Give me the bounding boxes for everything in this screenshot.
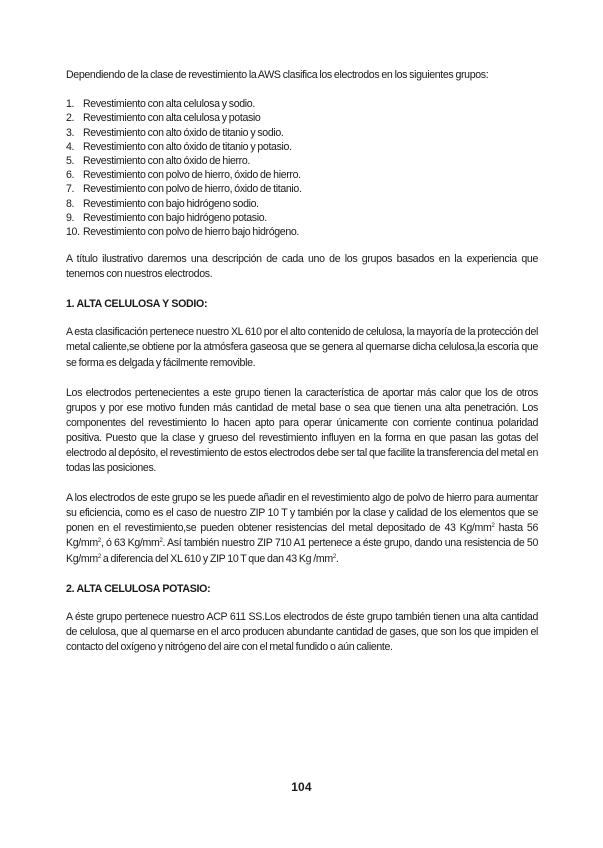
list-item xyxy=(66,126,538,140)
section1-paragraph-3 xyxy=(66,491,538,566)
list-item-number: 5. xyxy=(66,154,75,167)
list-item xyxy=(66,225,538,239)
list-item-text: Revestimiento con polvo de hierro, óxido de titanio. xyxy=(83,183,302,196)
electrode-groups-list xyxy=(66,97,538,239)
superscript: 2 xyxy=(491,523,495,530)
list-item xyxy=(66,211,538,225)
list-item-text: Revestimiento con polvo de hierro bajo hidrógeno. xyxy=(83,225,300,238)
intro-paragraph: Dependiendo de la clase de revestimiento la AWS clasifica los electrodos en los siguientes grupos: xyxy=(66,69,489,81)
text-run: , ó 63 Kg/mm xyxy=(100,537,160,550)
list-item xyxy=(66,168,538,182)
list-item xyxy=(66,182,538,196)
section-heading-alta-celulosa-potasio: 2. ALTA CELULOSA POTASIO: xyxy=(66,582,211,595)
page-content xyxy=(66,68,538,655)
list-item-number: 10. xyxy=(66,225,80,238)
page-number: 104 xyxy=(291,780,312,794)
list-item xyxy=(66,154,538,168)
superscript: 2 xyxy=(332,553,336,560)
text-run: A los electrodos de este grupo se les puede añadir en el revestimiento algo de polvo de hierro para aumentar su eficiencia, como es el caso de nuestro ZIP 10 T y también por la clase y calidad de los elementos que se ponen en el revestimiento,se pueden obtener resistencias del metal depositado de 43 Kg/mm xyxy=(66,492,538,535)
list-item-text: Revestimiento con alto óxido de titanio y potasio. xyxy=(83,140,292,153)
list-item-number: 4. xyxy=(66,140,75,153)
text-run: . Así también nuestro ZIP 710 A1 pertenece a éste grupo, dando una resistencia de 50 Kg/mm xyxy=(66,537,538,565)
list-item-number: 3. xyxy=(66,126,75,139)
list-item-number: 8. xyxy=(66,197,75,210)
list-item-text: Revestimiento con polvo de hierro, óxido de hierro. xyxy=(83,169,301,182)
list-item-text: Revestimiento con bajo hidrógeno sodio. xyxy=(83,197,259,210)
list-item-text: Revestimiento con alto óxido de titanio y sodio. xyxy=(83,126,284,139)
section1-paragraph-1: A esta clasificación pertenece nuestro XL 610 por el alto contenido de celulosa, la mayoría de la protección del metal caliente,se obtiene por la atmósfera gaseosa que se genera al quemarse dicha celulosa,la escoria que se forma es delgada y fácilmente removible. xyxy=(66,326,538,369)
illustrative-paragraph: A título ilustrativo daremos una descripción de cada uno de los grupos basados en la experiencia que tenemos con nuestros electrodos. xyxy=(66,253,538,281)
list-item xyxy=(66,97,538,111)
superscript: 2 xyxy=(159,538,163,545)
section1-paragraph-2: Los electrodos pertenecientes a este grupo tienen la característica de aportar más calor que los de otros grupos y por ese motivo funden más cantidad de metal base o sea que tienen una alta penetración. Los componentes del revestimiento lo hacen apto para operar únicamente con corriente continua polaridad positiva. Puesto que la clase y grueso del revestimiento influyen en la forma en que pasan las gotas del electrodo al depósito, el revestimiento de estos electrodos debe ser tal que facilite la transferencia del metal en todas las posiciones. xyxy=(66,386,538,475)
list-item-number: 9. xyxy=(66,211,75,224)
list-item-number: 1. xyxy=(66,98,75,111)
list-item-number: 6. xyxy=(66,169,75,182)
superscript: 2 xyxy=(97,553,101,560)
text-run: hasta 56 Kg/mm xyxy=(66,522,539,550)
list-item-number: 7. xyxy=(66,183,75,196)
list-item-text: Revestimiento con alta celulosa y potasio xyxy=(83,112,261,125)
list-item xyxy=(66,197,538,211)
list-item-text: Revestimiento con bajo hidrógeno potasio. xyxy=(83,211,267,224)
superscript: 2 xyxy=(97,538,101,545)
list-item-text: Revestimiento con alta celulosa y sodio. xyxy=(83,98,255,111)
list-item-number: 2. xyxy=(66,112,75,125)
section-heading-alta-celulosa-sodio: 1. ALTA CELULOSA Y SODIO: xyxy=(66,298,208,311)
list-item-text: Revestimiento con alto óxido de hierro. xyxy=(83,154,250,167)
list-item xyxy=(66,111,538,125)
text-run: . xyxy=(335,552,339,565)
section2-paragraph-1: A éste grupo pertenece nuestro ACP 611 SS.Los electrodos de éste grupo también tienen una alta cantidad de celulosa, que al quemarse en el arco producen abundante cantidad de gases, que son los que impiden el contacto del oxígeno y nitrógeno del aire con el metal fundido o aún caliente. xyxy=(66,610,538,653)
text-run: a diferencia del XL 610 y ZIP 10 T que dan 43 Kg /mm xyxy=(100,552,333,565)
list-item xyxy=(66,140,538,154)
